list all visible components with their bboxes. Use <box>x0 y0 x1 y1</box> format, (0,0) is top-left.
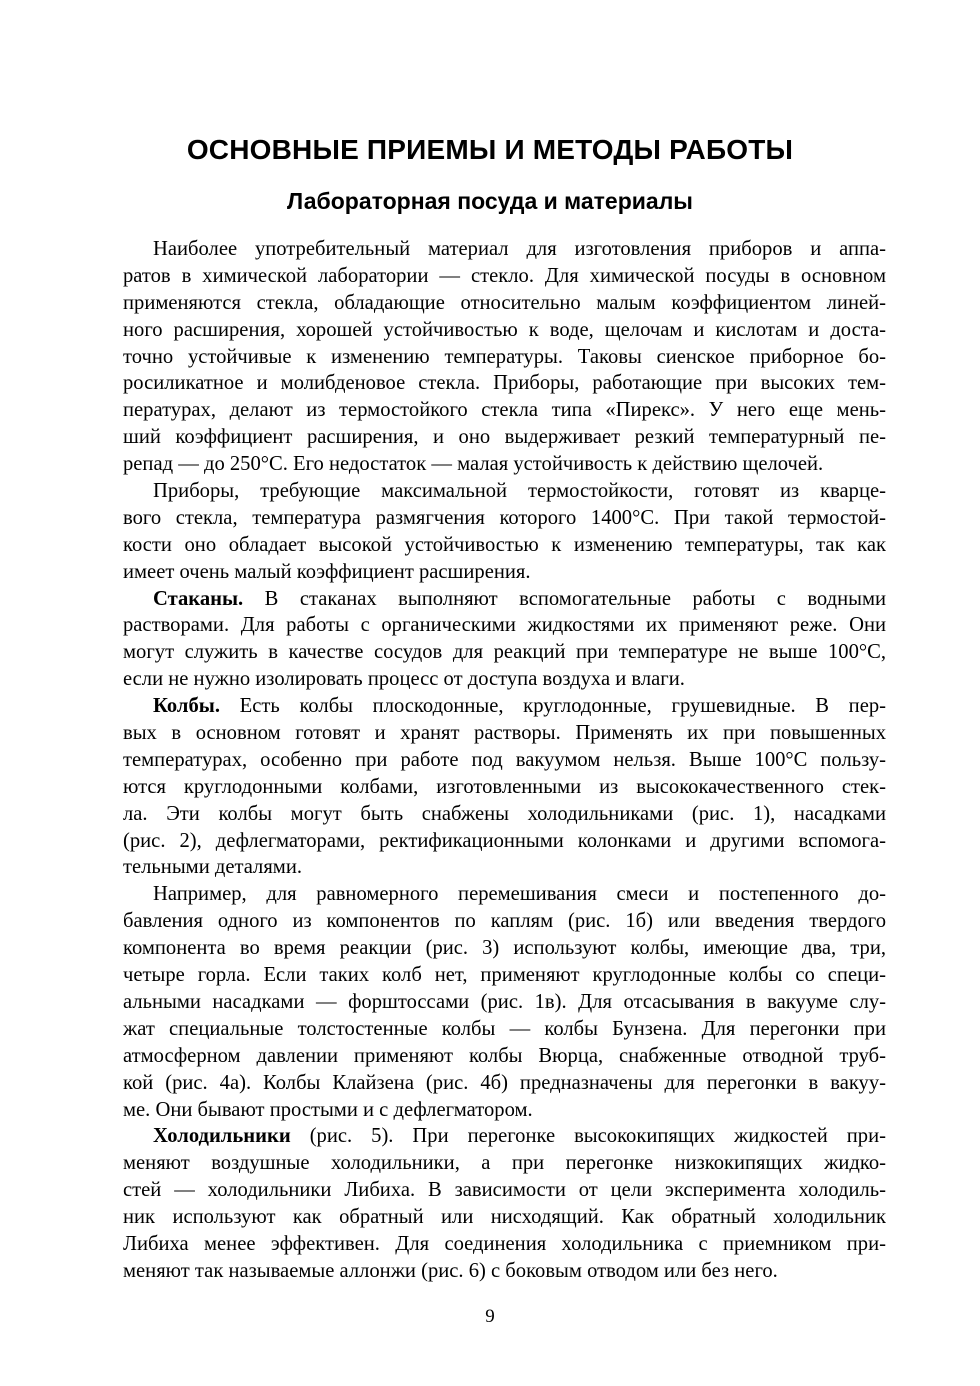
text-line: точно устойчивые к изменению температуры. Таковы сиенское приборное бо- <box>123 345 886 368</box>
body-text <box>123 236 886 1285</box>
text-line: кой (рис. 4а). Колбы Клайзена (рис. 4б) предназначены для перегонки в вакуу- <box>123 1071 886 1094</box>
text-line: компонента во время реакции (рис. 3) используют колбы, имеющие два, три, <box>123 937 886 960</box>
term-condensers: Холодильники <box>153 1125 291 1148</box>
text-line: пературах, делают из термостойкого стекла типа «Пирекс». У него еще мень- <box>123 399 886 422</box>
text-line: атмосферном давлении применяют колбы Вюрца, снабженные отводной труб- <box>123 1044 886 1067</box>
text-run: В стаканах выполняют вспомогательные работы с водными <box>243 587 886 610</box>
text-run: (рис. 5). При перегонке высококипящих жидкостей при- <box>290 1125 886 1148</box>
paragraph <box>123 881 886 1123</box>
text-line: стей — холодильники Либиха. В зависимости от цели эксперимента холодиль- <box>123 1179 886 1202</box>
text-line: меняют так называемые аллонжи (рис. 6) с боковым отводом или без него. <box>123 1259 778 1282</box>
text-line: четыре горла. Если таких колб нет, применяют круглодонные колбы со специ- <box>123 964 886 987</box>
text-line: тельными деталями. <box>123 856 303 879</box>
term-flasks: Колбы. <box>153 695 221 718</box>
text-line: растворами. Для работы с органическими жидкостями их применяют реже. Они <box>123 614 886 637</box>
text-line: Либиха менее эффективен. Для соединения холодильника с приемником при- <box>123 1232 886 1255</box>
text-line <box>123 586 886 613</box>
paragraph <box>123 478 886 586</box>
text-line: ник используют как обратный или нисходящий. Как обратный холодильник <box>123 1206 886 1229</box>
text-line: ме. Они бывают простыми и с дефлегматором. <box>123 1098 533 1121</box>
page-number: 9 <box>485 1306 495 1327</box>
section-subtitle: Лабораторная посуда и материалы <box>287 188 693 214</box>
text-line: если не нужно изолировать процесс от доступа воздуха и влаги. <box>123 668 685 691</box>
text-line: (рис. 2), дефлегматорами, ректификационными колонками и другими вспомога- <box>123 829 886 852</box>
text-line: кости оно обладает высокой устойчивостью к изменению температуры, так как <box>123 533 886 556</box>
text-line: Наиболее употребительный материал для изготовления приборов и аппа- <box>153 238 886 260</box>
text-line: применяются стекла, обладающие относительно малым коэффициентом линей- <box>123 291 886 314</box>
text-line: имеет очень малый коэффициент расширения. <box>123 560 531 583</box>
text-line: ются круглодонными колбами, изготовленными из высококачественного стек- <box>123 775 886 798</box>
paragraph <box>123 236 886 478</box>
text-line: росиликатное и молибденовое стекла. Приборы, работающие при высоких тем- <box>123 372 886 395</box>
text-line: Например, для равномерного перемешивания смеси и постепенного до- <box>153 883 886 906</box>
page-title: ОСНОВНЫЕ ПРИЕМЫ И МЕТОДЫ РАБОТЫ <box>186 134 794 165</box>
text-line: бавления одного из компонентов по каплям (рис. 1б) или введения твердого <box>123 910 886 933</box>
text-line: ратов в химической лаборатории — стекло. Для химической посуды в основном <box>123 264 886 287</box>
text-line: ла. Эти колбы могут быть снабжены холодильниками (рис. 1), насадками <box>123 802 886 825</box>
text-line <box>123 693 886 720</box>
text-line: меняют воздушные холодильники, а при перегонке низкокипящих жидко- <box>123 1152 886 1175</box>
text-line: репад — до 250°С. Его недостаток — малая устойчивость к действию щелочей. <box>123 453 824 476</box>
term-glasses: Стаканы. <box>153 587 244 610</box>
text-line <box>123 1123 886 1150</box>
text-line: вых в основном готовят и хранят растворы. Применять их при повышенных <box>123 722 886 745</box>
text-run: Есть колбы плоскодонные, круглодонные, грушевидные. В пер- <box>220 695 886 718</box>
text-line: жат специальные толстостенные колбы — колбы Бунзена. Для перегонки при <box>123 1017 886 1040</box>
text-line: ного расширения, хорошей устойчивостью к воде, щелочам и кислотам и доста- <box>123 318 886 341</box>
text-line: ший коэффициент расширения, и оно выдерживает резкий температурный пе- <box>123 426 886 449</box>
text-line: вого стекла, температура размягчения которого 1400°С. При такой термостой- <box>123 506 886 529</box>
text-line: альными насадками — форштоссами (рис. 1в). Для отсасывания в вакууме слу- <box>123 990 886 1013</box>
paragraph-flasks <box>123 693 886 881</box>
text-line: Приборы, требующие максимальной термостойкости, готовят из кварце- <box>153 480 886 503</box>
text-line: температурах, особенно при работе под вакуумом нельзя. Выше 100°С пользу- <box>123 748 886 771</box>
paragraph-condensers <box>123 1123 886 1284</box>
text-line: могут служить в качестве сосудов для реакций при температуре не выше 100°С, <box>123 641 886 664</box>
paragraph-glasses <box>123 586 886 694</box>
